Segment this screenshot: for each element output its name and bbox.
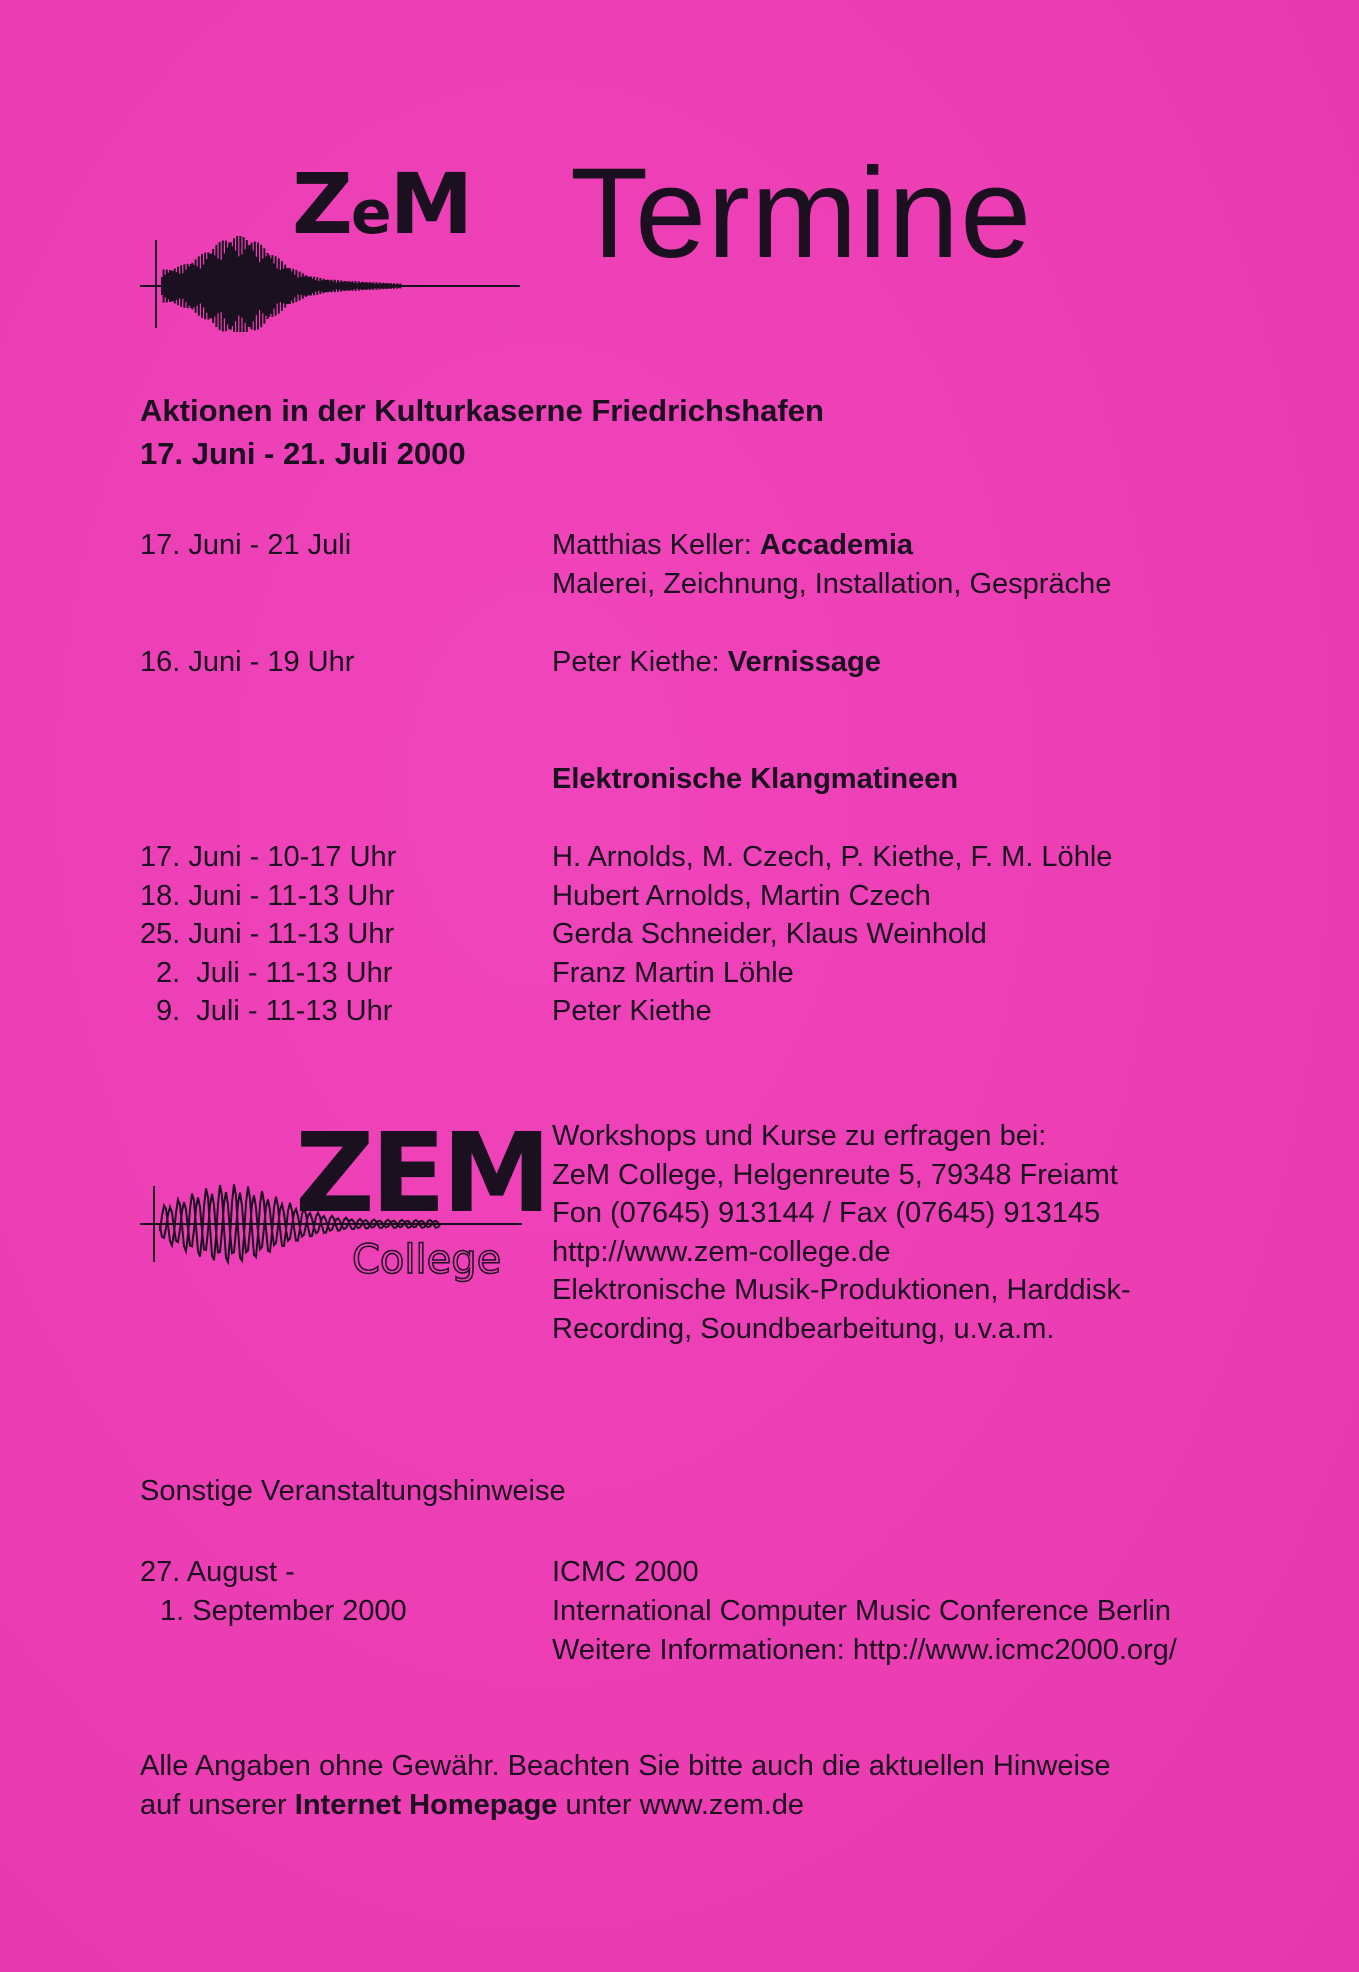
logo-letter-m: M	[389, 155, 472, 253]
other-line: ICMC 2000	[552, 1556, 699, 1588]
matinees-heading: Elektronische Klangmatineen	[552, 763, 959, 795]
matinee-date: 9. Juli - 11-13 Uhr	[156, 995, 393, 1027]
logo-letter-z: Z	[292, 155, 351, 253]
event-detail: Malerei, Zeichnung, Installation, Gespräche	[552, 568, 1112, 600]
other-date-start: 27. August -	[140, 1556, 295, 1588]
matinee-date: 2. Juli - 11-13 Uhr	[156, 957, 393, 989]
footer-text: auf unserer	[140, 1789, 295, 1821]
footer-line-1: Alle Angaben ohne Gewähr. Beachten Sie bitte auch die aktuellen Hinweise	[140, 1750, 1111, 1782]
footer-line-2	[140, 1786, 804, 1825]
college-line: Elektronische Musik-Produktionen, Harddisk-	[552, 1274, 1131, 1306]
other-line: International Computer Music Conference Berlin	[552, 1595, 1171, 1627]
footer-url[interactable]: unter www.zem.de	[557, 1789, 805, 1821]
event-highlight: Vernissage	[727, 646, 881, 678]
other-link[interactable]: Weitere Informationen: http://www.icmc2000.org/	[552, 1634, 1177, 1666]
event-date: 16. Juni - 19 Uhr	[140, 646, 355, 678]
matinee-artists: H. Arnolds, M. Czech, P. Kiethe, F. M. Löhle	[552, 841, 1113, 873]
college-line: Fon (07645) 913144 / Fax (07645) 913145	[552, 1197, 1101, 1229]
matinee-artists: Peter Kiethe	[552, 995, 712, 1027]
college-link[interactable]: http://www.zem-college.de	[552, 1236, 891, 1268]
matinee-artists: Franz Martin Löhle	[552, 957, 794, 989]
event-artist: Matthias Keller:	[552, 529, 760, 561]
other-heading: Sonstige Veranstaltungshinweise	[140, 1475, 566, 1507]
zem-logo-text	[292, 155, 472, 253]
event-date: 17. Juni - 21 Juli	[140, 529, 352, 561]
event-title	[552, 643, 881, 682]
intro-line-1: Aktionen in der Kulturkaserne Friedrichshafen	[140, 393, 824, 428]
event-title	[552, 526, 913, 565]
soundwave-logo-icon	[140, 236, 520, 332]
logo-letter-e: e	[350, 178, 390, 248]
matinee-date: 17. Juni - 10-17 Uhr	[140, 841, 397, 873]
event-artist: Peter Kiethe:	[552, 646, 728, 678]
college-line: Workshops und Kurse zu erfragen bei:	[552, 1120, 1047, 1152]
footer-homepage-label: Internet Homepage	[294, 1789, 558, 1821]
college-line: Recording, Soundbearbeitung, u.v.a.m.	[552, 1313, 1055, 1345]
matinee-artists: Gerda Schneider, Klaus Weinhold	[552, 918, 987, 950]
page-title: Termine	[570, 142, 1033, 285]
other-date-end: 1. September 2000	[160, 1595, 407, 1627]
zem-college-logo-text: ZEM	[295, 1109, 548, 1237]
college-line: ZeM College, Helgenreute 5, 79348 Freiamt	[552, 1159, 1118, 1191]
event-highlight: Accademia	[759, 529, 914, 561]
matinee-date: 18. Juni - 11-13 Uhr	[140, 880, 395, 912]
matinee-artists: Hubert Arnolds, Martin Czech	[552, 880, 931, 912]
matinee-date: 25. Juni - 11-13 Uhr	[140, 918, 395, 950]
college-logo-subtitle: College	[352, 1237, 502, 1283]
intro-line-2: 17. Juni - 21. Juli 2000	[140, 436, 466, 471]
